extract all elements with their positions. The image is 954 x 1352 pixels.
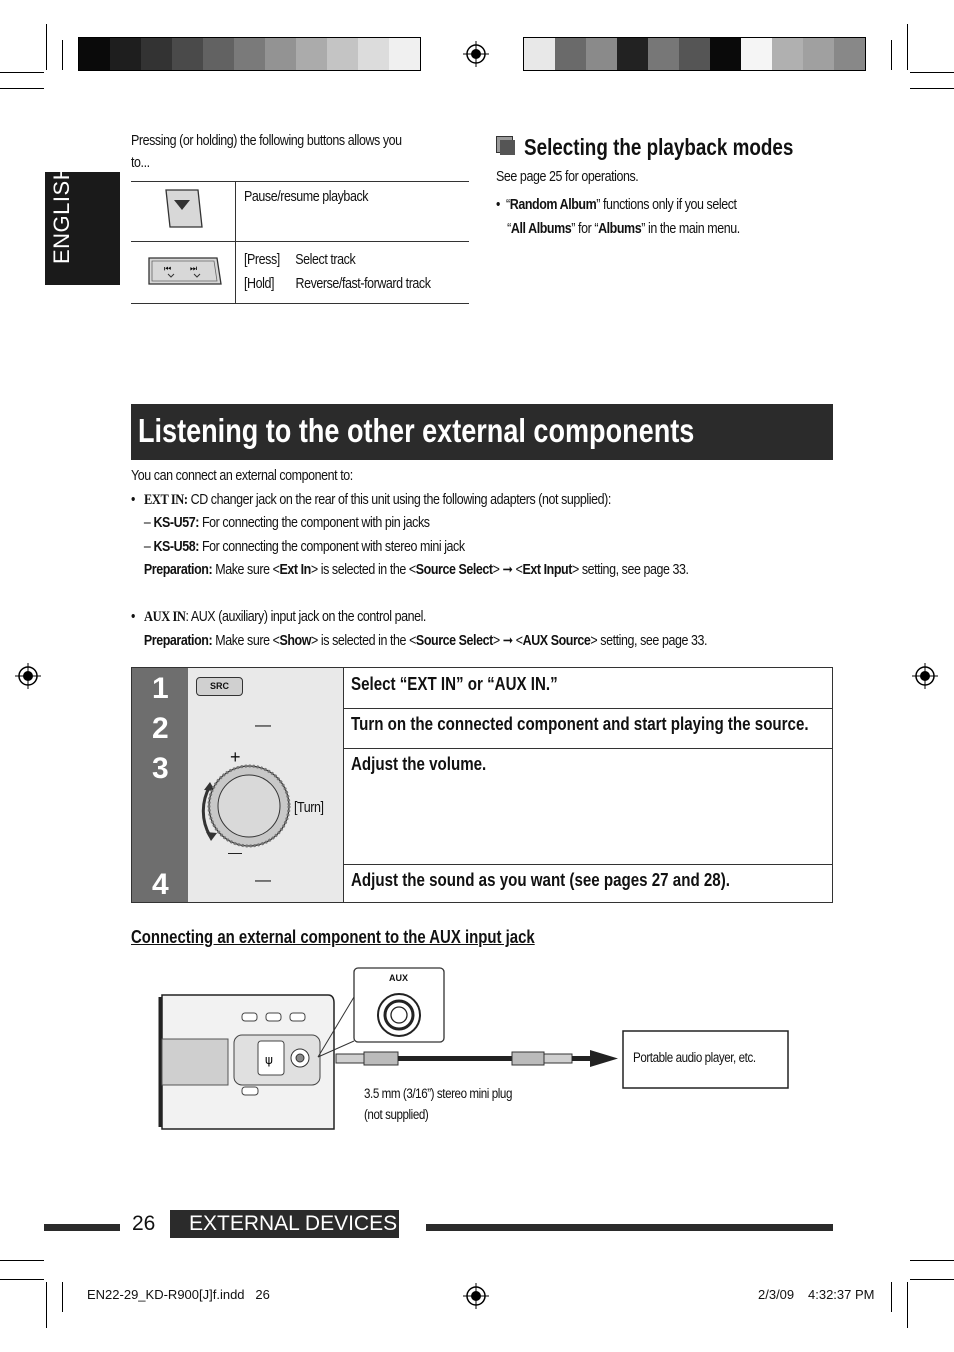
button-desc-cell — [236, 182, 469, 242]
footer-date: 2/3/09 — [758, 1287, 795, 1302]
player-label — [633, 1050, 776, 1065]
section-label: EXTERNAL DEVICES — [189, 1212, 398, 1235]
section-square-icon — [496, 136, 516, 156]
prep-bold: Source Select — [415, 632, 493, 649]
aux-label: AUX — [389, 973, 409, 983]
skip-buttons-icon — [132, 243, 234, 297]
step-text: Turn on the connected component and start playing the source. — [351, 714, 809, 734]
registration-mark-icon — [463, 1283, 489, 1309]
prep-bold: Show — [279, 632, 312, 649]
svg-text:ψ: ψ — [265, 1053, 273, 1067]
prep-text: Make sure < — [212, 562, 280, 579]
step-icon-cell — [188, 748, 344, 864]
prep-text: > setting, see page 33. — [571, 562, 689, 579]
preparation-2 — [131, 630, 707, 654]
footer-bar-right — [426, 1224, 833, 1231]
volume-knob-icon — [196, 748, 306, 864]
playback-bullet: • “Random Album” functions only if you select “All Albums” for “Albums” in the main menu. — [496, 197, 740, 237]
bullet-text: ” functions only if you select — [596, 197, 737, 213]
player-label-text: Portable audio player, etc. — [633, 1050, 756, 1065]
aux-in-label: AUX IN — [144, 608, 186, 625]
minus-icon: — — [228, 844, 242, 860]
table-row — [131, 182, 469, 242]
dash: — — [255, 872, 271, 889]
page-number: 26 — [132, 1212, 156, 1235]
step-text: Adjust the sound as you want (see pages 27 and 28). — [351, 870, 730, 890]
svg-text:⏮: ⏮ — [164, 264, 172, 273]
footer-file: EN22-29_KD-R900[J]f.indd 26 — [87, 1287, 270, 1302]
step-row-1 — [132, 668, 832, 709]
prep-bold: Ext In — [279, 562, 311, 579]
down-arrow-button-icon — [132, 183, 234, 235]
step-icon-cell — [188, 864, 344, 902]
plus-icon: + — [230, 747, 241, 767]
prep-bold: Ext Input — [522, 562, 572, 579]
src-button-icon: SRC — [196, 677, 243, 696]
svg-text:⏭: ⏭ — [190, 264, 198, 273]
step-number: 1 — [152, 672, 169, 705]
table-row — [131, 242, 469, 304]
steps-table — [131, 667, 833, 903]
footer-time: 4:32:37 PM — [808, 1287, 875, 1302]
prep-text: > ➞ < — [492, 632, 523, 649]
random-album-text: Random Album — [509, 197, 597, 213]
step-row-2 — [132, 708, 832, 749]
adapter2-label: KS-U58: — [153, 538, 199, 555]
connect-section: You can connect an external component to: • EXT IN: CD changer jack on the rear of this unit using the following adapters (not supplied): – KS-U57: For connecting the component with pin jacks – KS-U58: For connecting the component with stereo mini jack Preparation: Make sure <Ext In> is selected in the <Source Select> ➞ <Ext Input> setting, see page 33. • AUX IN: AUX (auxiliary) input jack on the control panel. Preparation: Make sure <Show> is selected in the <Source Select> ➞ <AUX Source> setting, see page 33. — [131, 465, 801, 653]
registration-mark-icon — [463, 41, 489, 67]
step-row-3 — [132, 748, 832, 865]
connect-intro: You can connect an external component to: — [131, 468, 353, 484]
dash: — — [255, 717, 271, 734]
aux-in-text: : AUX (auxiliary) input jack on the control panel. — [185, 608, 426, 625]
quote: “ — [506, 197, 510, 213]
step-number: 4 — [152, 868, 169, 901]
prep-text: > setting, see page 33. — [590, 632, 708, 649]
press-text: Select track — [295, 252, 356, 268]
hold-text: Reverse/fast-forward track — [295, 276, 431, 292]
prep-bold: AUX Source — [522, 632, 591, 649]
albums-text: Albums — [598, 221, 642, 237]
ext-in-label: EXT IN: — [144, 491, 188, 508]
button-icon-cell — [131, 242, 236, 304]
aux-section-heading: Connecting an external component to the AUX input jack — [131, 927, 535, 947]
playback-modes-heading: Selecting the playback modes — [524, 134, 794, 160]
prep-label: Preparation: — [143, 562, 213, 579]
footer-bar-left — [44, 1224, 120, 1231]
adapter1-text: For connecting the component with pin jacks — [198, 515, 430, 532]
see-page-text: See page 25 for operations. — [496, 169, 639, 185]
step-row-4 — [132, 864, 832, 902]
step-number: 3 — [152, 752, 169, 785]
hold-label: [Hold] — [244, 276, 275, 292]
prep-bold: Source Select — [415, 562, 493, 579]
grayscale-bar-left — [78, 37, 421, 71]
grayscale-bar-right — [523, 37, 866, 71]
bullet-text: ” for “ — [571, 221, 599, 237]
language-tab — [45, 163, 120, 285]
prep-label: Preparation: — [143, 632, 213, 649]
registration-mark-icon — [912, 663, 938, 689]
step-text: Adjust the volume. — [351, 754, 487, 774]
step-number: 2 — [152, 712, 169, 745]
step-icon-cell — [188, 668, 344, 708]
prep-text: > is selected in the < — [310, 562, 416, 579]
language-tab-label: ENGLISH — [49, 163, 74, 264]
intro-text — [131, 133, 446, 171]
button-desc-cell — [236, 242, 469, 304]
plug-line-2: (not supplied) — [364, 1107, 429, 1122]
quote: “ — [507, 221, 511, 237]
adapter2-text: For connecting the component with stereo mini jack — [198, 538, 465, 555]
main-title-banner — [131, 404, 833, 460]
intro-line-2: to... — [131, 155, 150, 171]
all-albums-text: All Albums — [510, 221, 572, 237]
press-label: [Press] — [244, 252, 280, 268]
step-icon-cell — [188, 708, 344, 748]
button-icon-cell — [131, 182, 236, 242]
registration-mark-icon — [15, 663, 41, 689]
prep-text: Make sure < — [212, 632, 280, 649]
plug-line-1: 3.5 mm (3/16”) stereo mini plug — [364, 1086, 512, 1101]
prep-text: > ➞ < — [492, 562, 523, 579]
plug-caption — [364, 1083, 536, 1125]
bullet-text: ” in the main menu. — [641, 221, 740, 237]
preparation-1 — [131, 559, 707, 583]
prep-text: > is selected in the < — [311, 632, 416, 649]
step-text: Select “EXT IN” or “AUX IN.” — [351, 674, 558, 694]
main-title: Listening to the other external components — [138, 412, 695, 449]
adapter1-label: KS-U57: — [153, 515, 199, 532]
button-table — [131, 181, 469, 304]
section-label-box — [170, 1210, 399, 1238]
pause-resume-text: Pause/resume playback — [244, 189, 369, 205]
turn-label: [Turn] — [294, 800, 324, 816]
intro-line-1: Pressing (or holding) the following buttons allows you — [131, 133, 402, 149]
ext-in-text: CD changer jack on the rear of this unit using the following adapters (not supplied): — [187, 491, 611, 508]
